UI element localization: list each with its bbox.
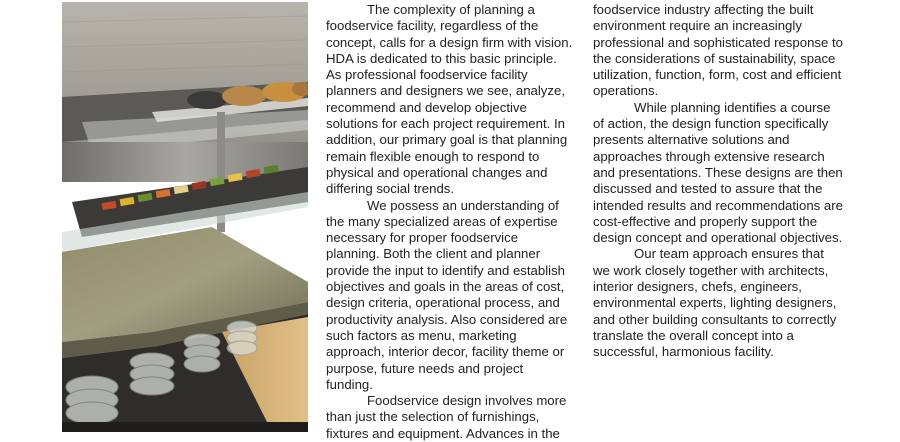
paragraph: Our team approach ensures that we work closely together with architects, interior designers, chefs, engineers, environmental experts, lighting designers, and other building consultants to correctly translate the overall concept into a successful, harmonious facility. (593, 246, 837, 360)
text-column-left (326, 2, 573, 442)
paragraph: While planning identifies a course of action, the design function specifically presents alternative solutions and approaches through extensive research and presentations. These designs are then discussed and tested to assure that the intended results and recommendations are cost-effective and properly support the design concept and operational objectives. (593, 99, 843, 246)
paragraph: We possess an understanding of the many specialized areas of expertise necessary for proper foodservice planning. Both the client and planner provide the input to identify and establish objectives and goals in the areas of cost, design criteria, operational process, and productivity analysis. Also considered are such factors as menu, marketing approach, interior decor, facility theme or purpose, future needs and project funding. (326, 197, 568, 392)
text-column-right (593, 2, 843, 361)
paragraph-continuation: foodservice industry affecting the built environment require an increasingly professional and sophisticated response to the considerations of sustainability, space utilization, function, form, cost and efficient operations. (593, 2, 843, 99)
salad-bar-photo (62, 2, 308, 432)
paragraph: The complexity of planning a foodservice facility, regardless of the concept, calls for a design firm with vision. HDA is dedicated to this basic principle. As professional foodservice facility planners and designers we see, analyze, recommend and develop objective solutions for each project requirement. In addition, our primary goal is that planning remain flexible enough to respond to physical and operational changes and differing social trends. (326, 2, 573, 197)
paragraph: Foodservice design involves more than just the selection of furnishings, fixtures and equipment. Advances in the (326, 393, 567, 441)
